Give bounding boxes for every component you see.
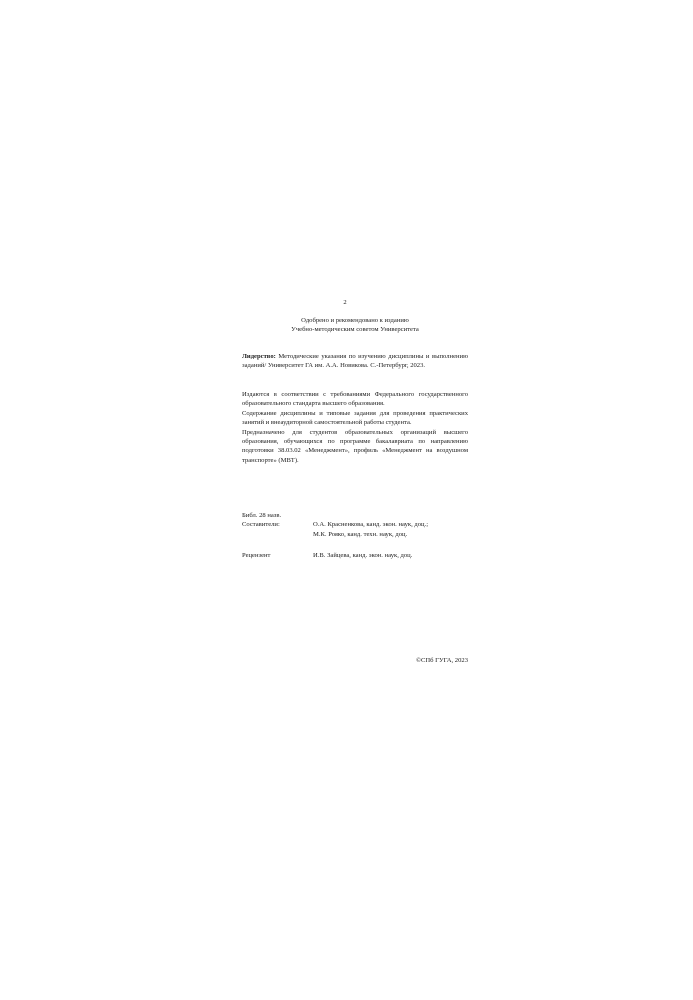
compilers-row <box>242 520 482 529</box>
publication-info <box>242 390 468 465</box>
bibliography-count-row <box>242 511 482 520</box>
info-paragraph-content: Содержание дисциплины и типовые задания для проведения практических занятий и внеаудиторной самостоятельной работы студента. <box>242 409 468 427</box>
approval-line-2: Учебно-методическим советом Университета <box>291 326 419 334</box>
reviewer-label: Рецензент <box>242 552 271 560</box>
compilers-label-spacer <box>242 530 313 539</box>
info-paragraph-standard: Издаются в соответствии с требованиями Федерального государственного образовательного стандарта высшего образования. <box>242 391 468 408</box>
abstract-text: Методические указания по изучению дисциплины и выполнению заданий/ Университет ГА им. А.А. Новикова. С.-Петербург, 2023. <box>242 353 468 370</box>
abstract-title: Лидерство: <box>242 353 276 360</box>
compiler-2: М.К. Рояко, канд. техн. наук, доц. <box>313 530 408 538</box>
credits-section <box>242 511 482 561</box>
page-number: 2 <box>343 299 347 306</box>
compiler-1: О.А. Красненкова, канд. экон. наук, доц.; <box>313 521 429 529</box>
bibliography-count: Библ. 28 назв. <box>242 512 282 519</box>
info-paragraph-audience: Предназначено для студентов образовательных организаций высшего образования, обучающихся по программе бакалавриата по направлению подготовки 38.03.02 «Менеджмент», профиль «Менеджмент на воздушном транспорте» (МВТ). <box>242 428 468 464</box>
reviewer-row <box>242 551 482 560</box>
approval-statement <box>240 316 470 335</box>
bibliographic-abstract <box>242 352 468 371</box>
approval-line-1: Одобрено и рекомендовано к изданию <box>301 317 409 324</box>
compilers-row-2 <box>242 530 482 539</box>
copyright-notice: ©СПб ГУГА, 2023 <box>416 657 468 664</box>
compilers-label: Составители: <box>242 521 280 529</box>
credits-gap <box>242 539 482 551</box>
reviewer-name: И.В. Зайцева, канд. экон. наук, доц. <box>313 552 413 560</box>
